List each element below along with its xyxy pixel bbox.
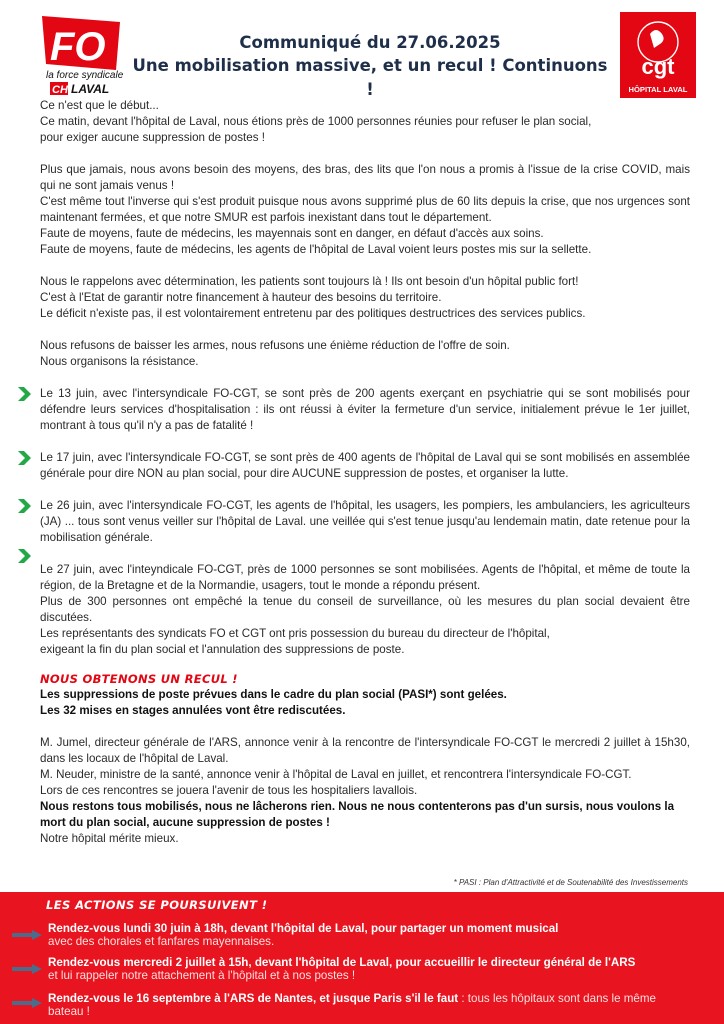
header <box>0 0 724 100</box>
cgt-logo <box>620 12 696 98</box>
chevron-right-icon <box>18 548 32 564</box>
footnote: * PASI : Plan d'Attractivité et de Soutenabilité des Investissements <box>453 878 688 887</box>
actions-title: LES ACTIONS SE POURSUIVENT ! <box>46 898 268 912</box>
cgt-logo-caption: HÔPITAL LAVAL <box>628 85 688 94</box>
needs-line: Plus que jamais, nous avons besoin des moyens, des bras, des lits que l'on nous a promis à l'issue de la crise COVID, mais qui ne sont jamais venus ! <box>40 163 690 192</box>
bullet-item <box>40 562 690 658</box>
recul-title: NOUS OBTENONS UN RECUL ! <box>40 672 238 686</box>
fo-logo-ch: CH <box>52 84 68 96</box>
bullet-text: Plus de 300 personnes ont empêché la tenue du conseil de surveillance, où les mesures du plan social devaient être discutées. <box>40 595 690 624</box>
needs-line: Faute de moyens, faute de médecins, les agents de l'hôpital de Laval voient leurs postes mis sur la sellette. <box>40 243 592 256</box>
intro-line: Ce matin, devant l'hôpital de Laval, nous étions près de 1000 personnes réunies pour refuser le plan social, <box>40 115 592 128</box>
bullet-item <box>40 498 690 546</box>
bullet-text: Le 13 juin, avec l'intersyndicale FO-CGT, se sont près de 200 agents exerçant en psychiatrie qui se sont mobilisés pour défendre leurs services d'hospitalisation : ils ont réussi à éviter la fermeture d'un service, initialement prévue le 1er juillet, montrant à tous qu'il n'y a pas de fatalité ! <box>40 387 690 432</box>
action-item <box>48 922 688 948</box>
recul-bold-line: Les suppressions de poste prévues dans le cadre du plan social (PASI*) sont gelées. <box>40 688 507 701</box>
recul-closing: Notre hôpital mérite mieux. <box>40 832 179 845</box>
bullet-item <box>40 386 690 434</box>
fo-logo <box>38 12 124 96</box>
arrow-right-icon <box>12 964 42 974</box>
arrow-right-icon <box>12 930 42 940</box>
resist-line: Nous organisons la résistance. <box>40 355 199 368</box>
date-line: Communiqué du 27.06.2025 <box>239 33 501 52</box>
fo-logo-text: FO <box>50 25 106 69</box>
bullet-text: Les représentants des syndicats FO et CGT ont pris possession du bureau du directeur de l'hôpital, <box>40 627 550 640</box>
bullet-text: exigeant la fin du plan social et l'annulation des suppressions de poste. <box>40 643 405 656</box>
action-item <box>48 956 688 982</box>
chevron-right-icon <box>18 386 32 402</box>
fo-logo-subtitle: la force syndicale <box>46 70 124 81</box>
arrow-right-icon <box>12 998 42 1008</box>
intro-line: pour exiger aucune suppression de postes ! <box>40 131 265 144</box>
action-rest: avec des chorales et fanfares mayennaises. <box>48 935 275 948</box>
chevron-right-icon <box>18 450 32 466</box>
recul-line: Lors de ces rencontres se jouera l'avenir de tous les hospitaliers lavallois. <box>40 784 418 797</box>
bullet-text: Le 26 juin, avec l'intersyndicale FO-CGT, les agents de l'hôpital, les usagers, les pompiers, les ambulanciers, les agriculteurs (JA) ... tous sont venus veiller sur l'hôpital de Laval. une veillée qui s'est tenue jusqu'au lendemain matin, date retenue pour la mobilisation générale. <box>40 499 690 544</box>
action-bold: Rendez-vous le 16 septembre à l'ARS de Nantes, et jusque Paris s'il le faut <box>48 992 459 1005</box>
action-rest: et lui rappeler notre attachement à l'hôpital et à nos postes ! <box>48 969 356 982</box>
reminder-line: Le déficit n'existe pas, il est volontairement entretenu par des politiques destructrices des services publics. <box>40 307 586 320</box>
bullet-text: Le 17 juin, avec l'intersyndicale FO-CGT, se sont près de 400 agents de l'hôpital de Laval qui se sont mobilisés en assemblée générale pour dire NON au plan social, pour dire AUCUNE suppression de postes, et organiser la lutte. <box>40 451 690 480</box>
needs-line: C'est même tout l'inverse qui s'est produit puisque nous avons supprimé plus de 60 lits depuis la crise, que nos urgences sont maintenant fermées, et que notre SMUR est parfois inexistant dans tout le département. <box>40 195 690 224</box>
cgt-logo-text: cgt <box>641 54 675 79</box>
reminder-line: C'est à l'Etat de garantir notre financement à hauteur des besoins du territoire. <box>40 291 442 304</box>
recul-closing-bold: Nous restons tous mobilisés, nous ne lâcherons rien. Nous ne nous contenterons pas d'un sursis, nous voulons la mort du plan social, aucune suppression de postes ! <box>40 800 675 829</box>
recul-line: M. Neuder, ministre de la santé, annonce venir à l'hôpital de Laval en juillet, et rencontrera l'intersyndicale FO-CGT. <box>40 768 632 781</box>
reminder-line: Nous le rappelons avec détermination, les patients sont toujours là ! Ils ont besoin d'un hôpital public fort! <box>40 275 579 288</box>
resist-line: Nous refusons de baisser les armes, nous refusons une énième réduction de l'offre de soin. <box>40 339 510 352</box>
headline: Une mobilisation massive, et un recul ! Continuons ! <box>132 56 608 99</box>
action-rest: : tous les hôpitaux sont dans le même bateau ! <box>48 992 656 1018</box>
intro-line: Ce n'est que le début... <box>40 99 159 112</box>
communique-body <box>40 98 690 847</box>
chevron-right-icon <box>18 498 32 514</box>
actions-band <box>0 892 724 1024</box>
recul-line: M. Jumel, directeur générale de l'ARS, annonce venir à la rencontre de l'intersyndicale FO-CGT le mercredi 2 juillet à 15h30, dans les locaux de l'hôpital de Laval. <box>40 736 690 765</box>
recul-bold-line: Les 32 mises en stages annulées vont être rediscutées. <box>40 704 346 717</box>
fo-logo-city: LAVAL <box>71 82 110 96</box>
header-titles <box>130 32 610 102</box>
bullet-text: Le 27 juin, avec l'inteyndicale FO-CGT, près de 1000 personnes se sont mobilisées. Agents de l'hôpital, et même de toute la région, de la Bretagne et de la Normandie, usagers, tout le monde a répondu présent. <box>40 563 690 592</box>
action-bold: Rendez-vous lundi 30 juin à 18h, devant l'hôpital de Laval, pour partager un moment musical <box>48 922 559 935</box>
bullet-item <box>40 450 690 482</box>
action-item <box>48 992 688 1018</box>
needs-line: Faute de moyens, faute de médecins, les mayennais sont en danger, en défaut d'accès aux soins. <box>40 227 544 240</box>
action-bold: Rendez-vous mercredi 2 juillet à 15h, devant l'hôpital de Laval, pour accueillir le directeur général de l'ARS <box>48 956 636 969</box>
